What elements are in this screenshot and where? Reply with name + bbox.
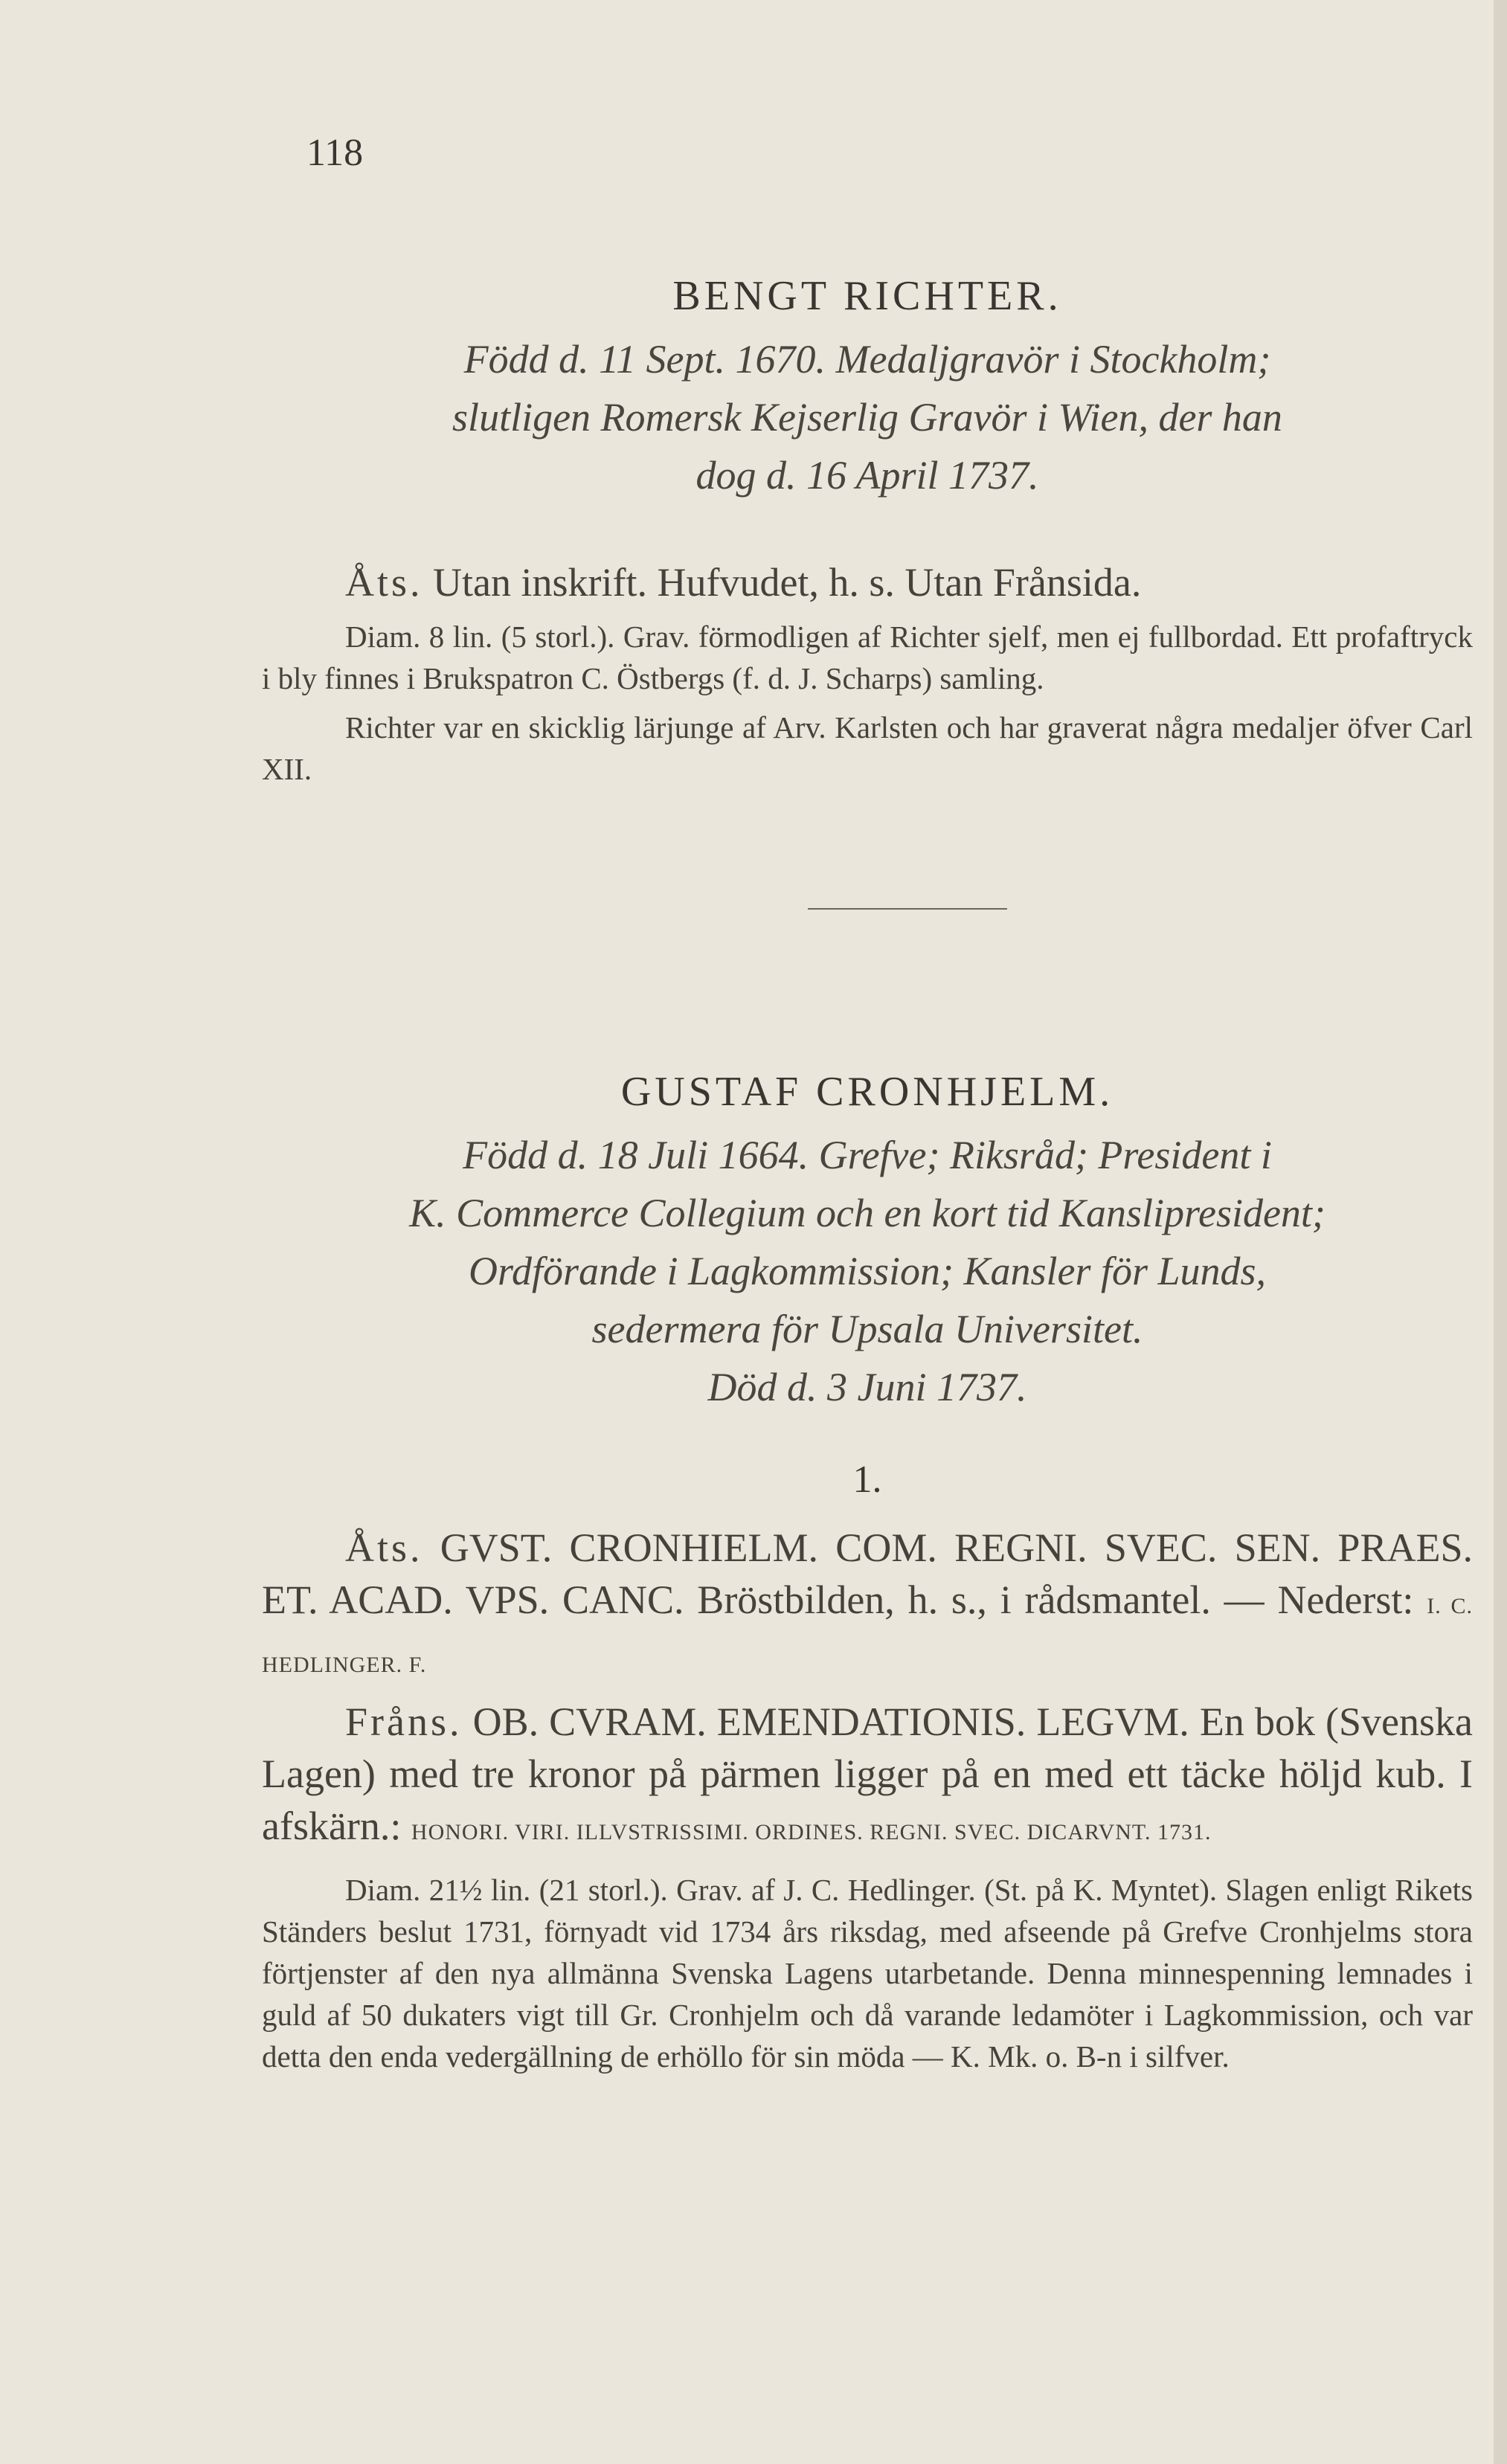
page-edge [1494, 0, 1507, 2464]
obverse-label: Åts. [345, 560, 423, 605]
obverse-text: Bröstbilden, h. s., i rådsmantel. — [697, 1577, 1265, 1622]
richter-description [262, 556, 1473, 790]
obverse-bottom-label: Nederst: [1277, 1577, 1414, 1622]
exergue-inscription: HONORI. VIRI. ILLVSTRISSIMI. ORDINES. REGNI. SVEC. DICARVNT. 1731. [411, 1820, 1212, 1844]
section-divider [808, 908, 1007, 910]
cronhjelm-description [262, 1522, 1473, 2077]
medal-number: 1. [852, 1458, 882, 1501]
obverse-line [262, 556, 1473, 608]
obverse-text: Utan inskrift. Hufvudet, h. s. Utan Frånsida. [433, 560, 1142, 605]
engraver-mark: I. C. HEDLINGER. F. [262, 1594, 1474, 1677]
obverse-description [262, 1522, 1473, 1691]
entry-biography: Född d. 11 Sept. 1670. Medaljgravör i Stockholm; slutligen Romersk Kejserlig Gravör i Wien, der han dog d. 16 April 1737. [452, 337, 1282, 498]
entry-title: GUSTAF CRONHJELM. [620, 1069, 1114, 1115]
medal-note: Richter var en skicklig lärjunge af Arv. Karlsten och har graverat några medaljer öfver Carl XII. [262, 710, 1473, 786]
reverse-description [262, 1696, 1473, 1859]
medal-details: Diam. 8 lin. (5 storl.). Grav. förmodligen af Richter sjelf, men ej fullbordad. Ett profaftryck i bly finnes i Brukspatron C. Östbergs (f. d. J. Scharps) samling. [262, 620, 1473, 695]
entry-richter [262, 272, 1473, 504]
entry-biography: Född d. 18 Juli 1664. Grefve; Riksråd; President i K. Commerce Collegium och en kort tid Kanslipresident; Ordförande i Lagkommission; Kansler för Lunds, sedermera för Upsala Universitet. Död d. 3 Juni 1737. [409, 1133, 1326, 1409]
medal-details: Diam. 21½ lin. (21 storl.). Grav. af J. C. Hedlinger. (St. på K. Myntet). Slagen enligt Rikets Ständers beslut 1731, förnyadt vid 1734 års riksdag, med afseende på Grefve Cronhjelms stora förtjenster af den nya allmänna Svenska Lagens utarbetande. Denna minnespenning lemnades i guld af 50 dukaters vigt till Gr. Cronhjelm och då varande ledamöter i Lagkommission, och var detta den enda vedergällning de erhöllo för sin möda — K. Mk. o. B-n i silfver. [262, 1873, 1473, 2074]
obverse-label: Åts. [345, 1525, 423, 1570]
reverse-inscription: OB. CVRAM. EMENDATIONIS. LEGVM. [472, 1699, 1189, 1744]
entry-cronhjelm [262, 1068, 1473, 1416]
reverse-label: Fråns. [345, 1699, 463, 1744]
obverse-inscription: GVST. CRONHIELM. COM. REGNI. SVEC. SEN. PRAES. ET. ACAD. VPS. CANC. [262, 1525, 1473, 1622]
entry-title: BENGT RICHTER. [672, 273, 1062, 319]
medal-number-row [262, 1458, 1473, 1510]
reverse-text: En bok (Svenska Lagen) med tre kronor på pärmen ligger på en med ett täcke höljd kub. I afskärn.: [262, 1699, 1473, 1848]
page-number: 118 [306, 132, 364, 174]
